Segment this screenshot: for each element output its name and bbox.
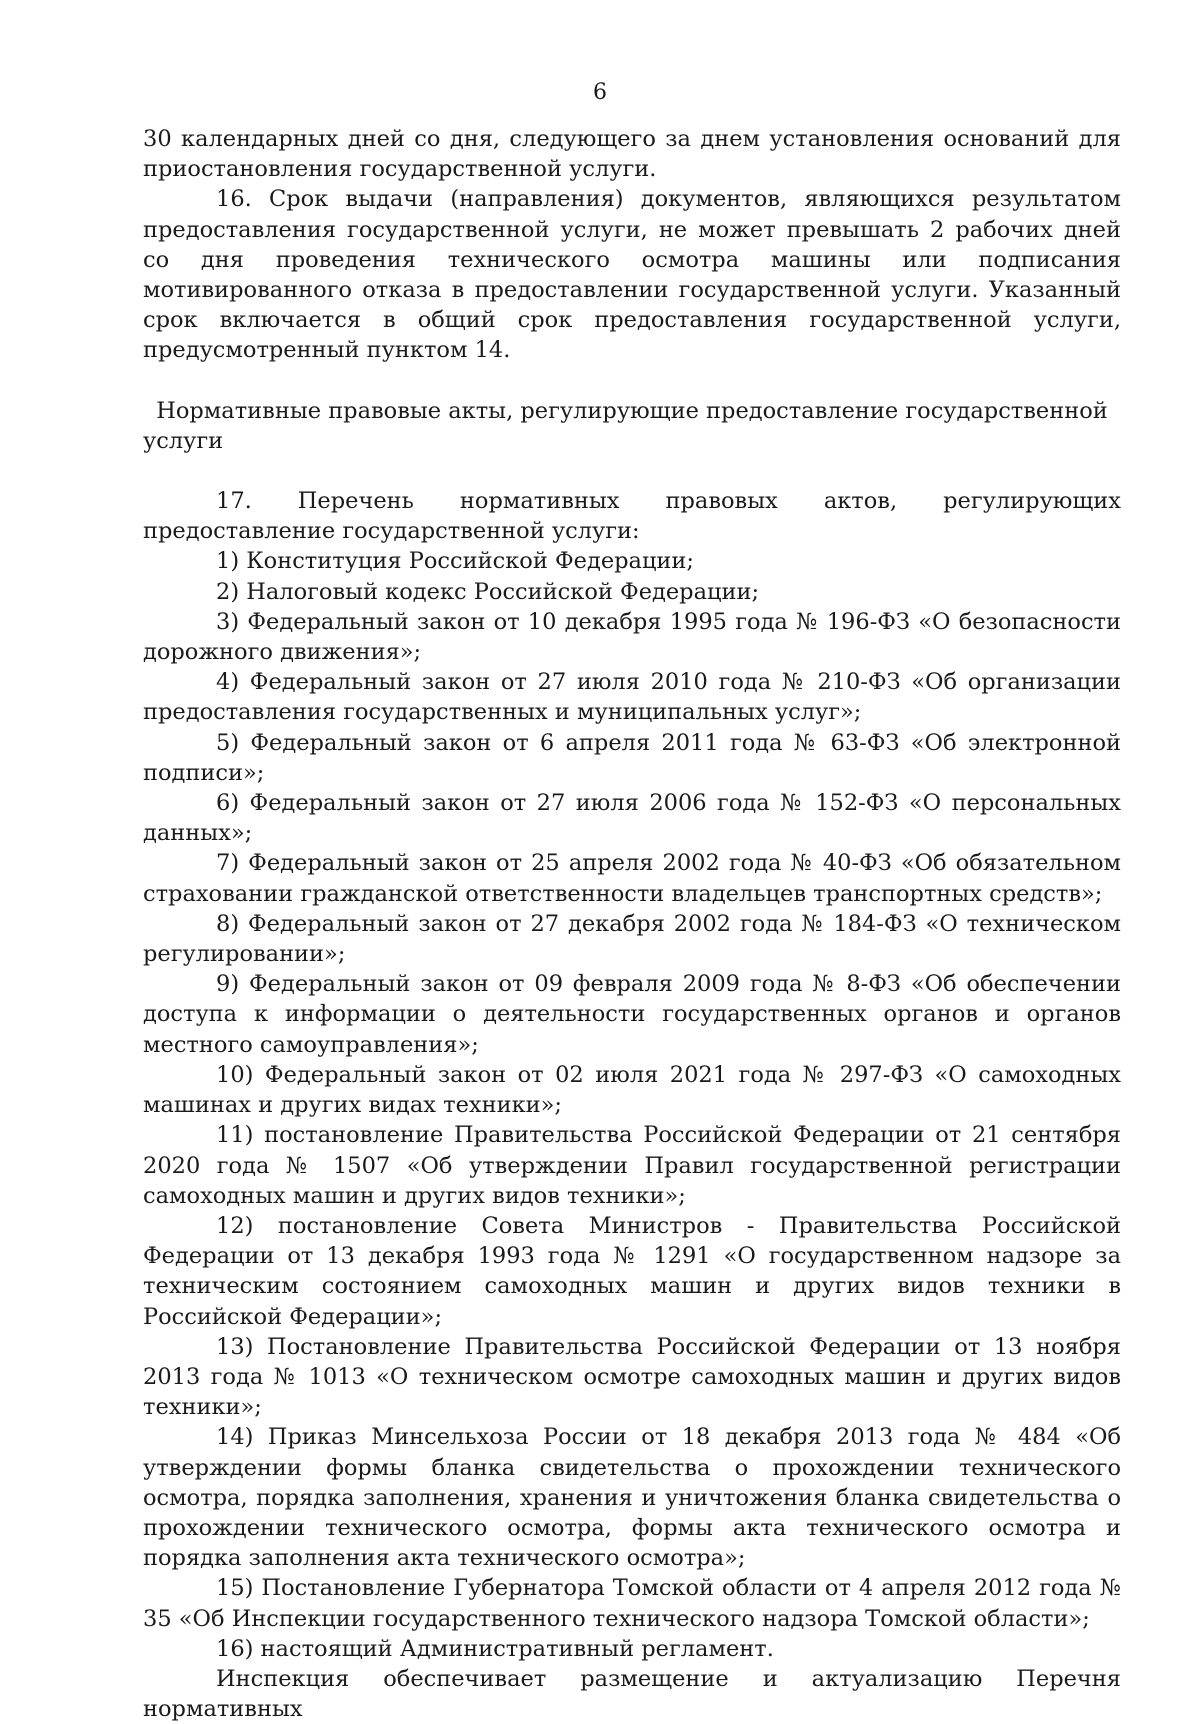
list-item: 8) Федеральный закон от 27 декабря 2002 года № 184-ФЗ «О техническом регулировании»; <box>143 910 1121 968</box>
list-item: 3) Федеральный закон от 10 декабря 1995 года № 196-ФЗ «О безопасности дорожного движения»; <box>143 608 1121 666</box>
list-item: 16) настоящий Административный регламент. <box>216 1635 774 1662</box>
list-item: 14) Приказ Минсельхоза России от 18 декабря 2013 года № 484 «Об утверждении формы бланка свидетельства о прохождении технического осмотра, порядка заполнения, хранения и уничтожения бланка свидетельства о прохождении технического осмотра, формы акта технического осмотра и порядка заполнения акта технического осмотра»; <box>143 1424 1121 1572</box>
list-item: 5) Федеральный закон от 6 апреля 2011 года № 63-ФЗ «Об электронной подписи»; <box>143 729 1121 786</box>
list-item: 10) Федеральный закон от 02 июля 2021 года № 297-ФЗ «О самоходных машинах и других видах техники»; <box>143 1061 1121 1119</box>
list-item: 15) Постановление Губернатора Томской области от 4 апреля 2012 года № 35 «Об Инспекции государственного технического надзора Томской области»; <box>143 1575 1121 1632</box>
list-item: 4) Федеральный закон от 27 июля 2010 года № 210-ФЗ «Об организации предоставления государственных и муниципальных услуг»; <box>143 669 1121 726</box>
document-body <box>143 124 1121 1724</box>
list-item: 9) Федеральный закон от 09 февраля 2009 года № 8-ФЗ «Об обеспечении доступа к информации о деятельности государственных органов и органов местного самоуправления»; <box>143 971 1121 1058</box>
list-item: 1) Конституция Российской Федерации; <box>216 548 695 575</box>
list-item: 13) Постановление Правительства Российской Федерации от 13 ноября 2013 года № 1013 «О техническом осмотре самоходных машин и других видов техники»; <box>143 1333 1121 1421</box>
list-item: 2) Налоговый кодекс Российской Федерации; <box>216 578 760 605</box>
paragraph-16-issue-term: 16. Срок выдачи (направления) документов, являющихся результатом предоставления государственной услуги, не может превышать 2 рабочих дней со дня проведения технического осмотра машины или подписания мотивированного отказа в предоставлении государственной услуги. Указанный срок включается в общий срок предоставления государственной услуги, предусмотренный пунктом 14. <box>143 186 1121 364</box>
legal-acts-list <box>143 546 1121 1664</box>
list-item: 6) Федеральный закон от 27 июля 2006 года № 152-ФЗ «О персональных данных»; <box>143 790 1121 847</box>
section-heading-legal-acts: Нормативные правовые акты, регулирующие предоставление государственной услуги <box>143 397 1108 454</box>
list-item: 12) постановление Совета Министров - Правительства Российской Федерации от 13 декабря 1993 года № 1291 «О государственном надзоре за техническим состоянием самоходных машин и других видов техники в Российской Федерации»; <box>143 1212 1121 1330</box>
paragraph-closing: Инспекция обеспечивает размещение и актуализацию Перечня нормативных <box>143 1665 1121 1723</box>
list-item: 11) постановление Правительства Российской Федерации от 21 сентября 2020 года № 1507 «Об утверждении Правил государственной регистрации самоходных машин и других видов техники»; <box>143 1122 1121 1209</box>
list-item: 7) Федеральный закон от 25 апреля 2002 года № 40-ФЗ «Об обязательном страховании гражданской ответственности владельцев транспортных средств»; <box>143 850 1121 907</box>
paragraph-suspension-term: 30 календарных дней со дня, следующего за днем установления оснований для приостановления государственной услуги. <box>143 126 1121 183</box>
page-number: 6 <box>593 80 607 105</box>
paragraph-17-acts-list-intro: 17. Перечень нормативных правовых актов, регулирующих предоставление государственной услуги: <box>143 488 1121 545</box>
